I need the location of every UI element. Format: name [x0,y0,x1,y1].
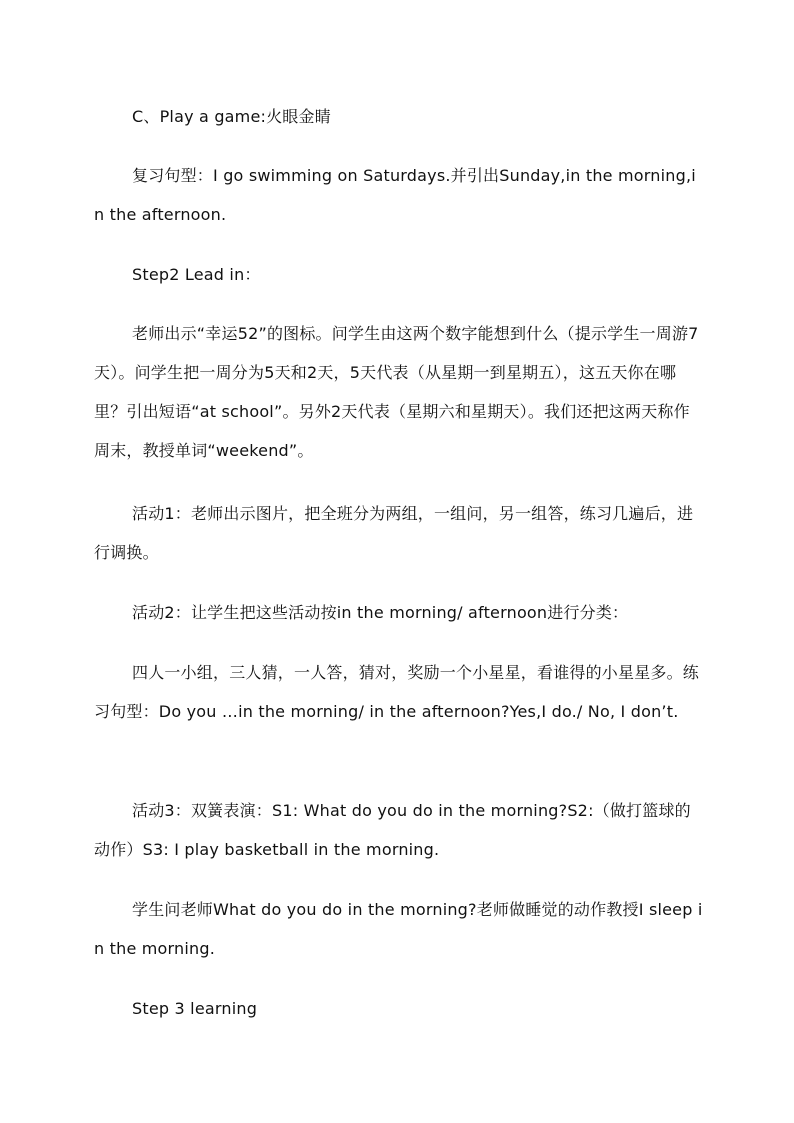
paragraph-lucky52: 老师出示“幸运52”的图标。问学生由这两个数字能想到什么（提示学生一周游7天）。问学生把一周分为5天和2天，5天代表（从星期一到星期五），这五天你在哪里？引出短语“at school”。另外2天代表（星期六和星期天）。我们还把这两天称作周末，教授单词“weekend”。 [94,324,699,460]
paragraph-group-guess: 四人一小组，三人猜，一人答，猜对，奖励一个小星星，看谁得的小星星多。练习句型：Do you …in the morning/ in the afternoon?Yes,I do./ No, I don’t. [94,663,700,721]
paragraph-activity-1: 活动1：老师出示图片，把全班分为两组，一组问，另一组答，练习几遍后，进行调换。 [94,504,694,562]
paragraph-step3-heading: Step 3 learning [132,999,258,1018]
paragraph-student-asks: 学生问老师What do you do in the morning?老师做睡觉的动作教授I sleep in the morning. [94,900,703,958]
paragraph-activity-2: 活动2：让学生把这些活动按in the morning/ afternoon进行分类： [132,603,629,622]
paragraph-review-sentence: 复习句型：I go swimming on Saturdays.并引出Sunday,in the morning,in the afternoon. [94,166,696,224]
paragraph-step2-heading: Step2 Lead in： [132,265,261,284]
paragraph-play-game: C、Play a game:火眼金睛 [132,107,331,126]
paragraph-activity-3: 活动3：双簧表演：S1: What do you do in the morning?S2:（做打篮球的动作）S3: I play basketball in the morning. [94,801,691,859]
